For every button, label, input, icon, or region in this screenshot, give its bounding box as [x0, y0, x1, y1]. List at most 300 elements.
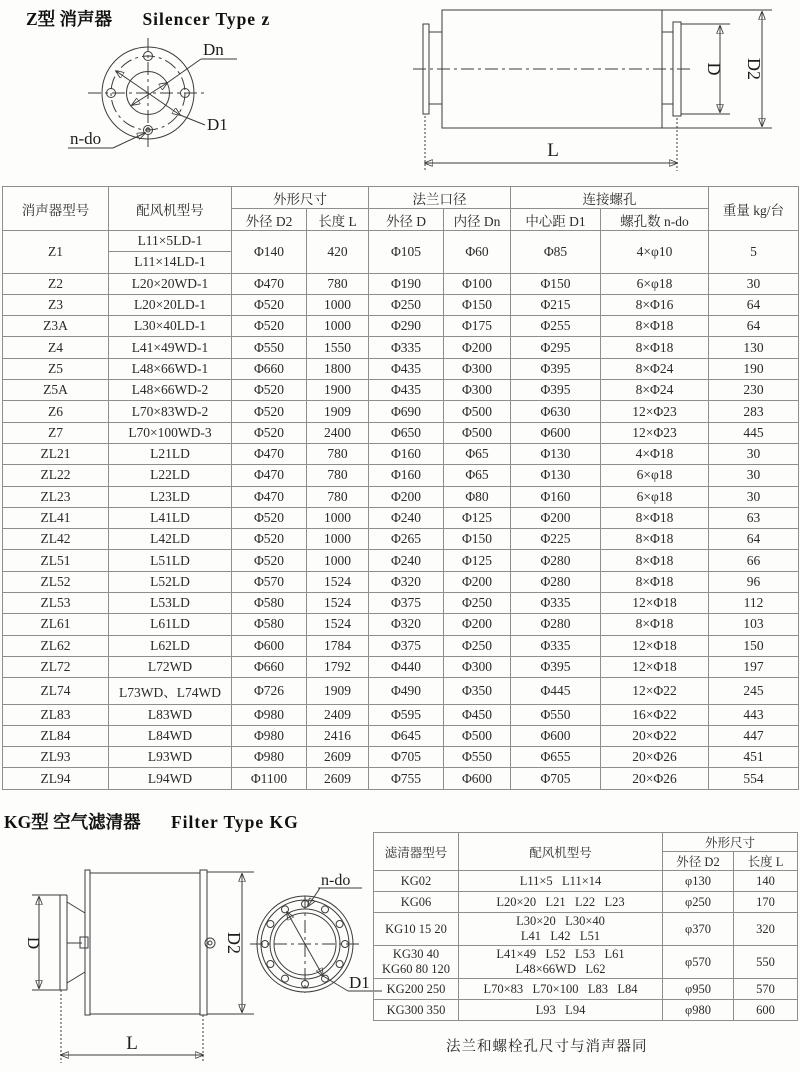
table-cell: 8×Φ24: [601, 380, 709, 401]
table-cell: Φ130: [511, 465, 601, 486]
table-cell: 20×Φ26: [601, 747, 709, 768]
table-cell: L30×40LD-1: [109, 316, 232, 337]
table-cell: L51LD: [109, 550, 232, 571]
table-cell: Φ335: [369, 337, 444, 358]
table-cell: 30: [709, 443, 799, 464]
table-cell: L20×20LD-1: [109, 294, 232, 315]
table-cell: 8×Φ18: [601, 316, 709, 337]
table-cell: L41×49WD-1: [109, 337, 232, 358]
filter-table-row: [374, 946, 798, 979]
table-cell: Φ595: [369, 704, 444, 725]
table-cell: Φ520: [232, 380, 307, 401]
table-cell: 1000: [307, 550, 369, 571]
filter-title-en: Filter Type KG: [170, 812, 299, 832]
table-cell: Φ470: [232, 465, 307, 486]
filter-table-row: [374, 979, 798, 1000]
silencer-table-row: [3, 678, 799, 704]
kg-col-header-l: 长度 L: [734, 852, 798, 871]
label-dn: Dn: [203, 40, 224, 59]
table-cell: L83WD: [109, 704, 232, 725]
table-cell: 1000: [307, 294, 369, 315]
silencer-table-row: [3, 294, 799, 315]
table-cell: 66: [709, 550, 799, 571]
table-cell: Z3: [3, 294, 109, 315]
table-cell: L70×100WD-3: [109, 422, 232, 443]
table-cell: 230: [709, 380, 799, 401]
col-group-dims: 外形尺寸: [232, 187, 369, 209]
silencer-table-row: [3, 422, 799, 443]
table-cell: Φ600: [511, 422, 601, 443]
silencer-table-row: [3, 529, 799, 550]
table-cell: φ370: [663, 913, 734, 946]
table-cell: 780: [307, 486, 369, 507]
table-cell: 4×φ10: [601, 231, 709, 274]
filter-table-row: [374, 871, 798, 892]
table-cell: L48×66WD-2: [109, 380, 232, 401]
silencer-flange-diagram: [55, 25, 315, 183]
silencer-table-row: [3, 507, 799, 528]
table-cell: Φ470: [232, 443, 307, 464]
table-cell: L23LD: [109, 486, 232, 507]
table-cell: 170: [734, 892, 798, 913]
table-cell: 20×Φ22: [601, 725, 709, 746]
table-cell: 1524: [307, 593, 369, 614]
table-cell: Φ85: [511, 231, 601, 274]
table-cell: 1800: [307, 358, 369, 379]
table-cell: 63: [709, 507, 799, 528]
table-cell: L84WD: [109, 725, 232, 746]
table-cell: Φ980: [232, 725, 307, 746]
table-cell: 20×Φ26: [601, 768, 709, 790]
table-cell: ZL52: [3, 571, 109, 592]
silencer-spec-table: [2, 186, 799, 790]
filter-flange-diagram: [240, 862, 395, 1014]
table-cell: Φ440: [369, 656, 444, 677]
table-cell: 8×Φ18: [601, 337, 709, 358]
table-cell: 6×φ18: [601, 486, 709, 507]
table-cell: Φ470: [232, 486, 307, 507]
filter-title-zh: KG型 空气滤清器: [4, 812, 141, 832]
table-cell: Φ600: [232, 635, 307, 656]
table-cell: 554: [709, 768, 799, 790]
col-header-weight: 重量 kg/台: [709, 187, 799, 231]
table-cell: 190: [709, 358, 799, 379]
table-cell: 64: [709, 529, 799, 550]
table-cell: Φ335: [511, 593, 601, 614]
table-cell: 8×Φ18: [601, 614, 709, 635]
table-cell: L41LD: [109, 507, 232, 528]
label-kg-l: L: [126, 1033, 138, 1054]
table-cell: 1000: [307, 507, 369, 528]
table-cell: Φ705: [511, 768, 601, 790]
table-cell: Φ125: [444, 550, 511, 571]
silencer-table-row: [3, 443, 799, 464]
table-cell: ZL83: [3, 704, 109, 725]
filter-table-body: [374, 871, 798, 1021]
table-cell: Φ705: [369, 747, 444, 768]
table-cell: Φ140: [232, 231, 307, 274]
table-cell: 64: [709, 316, 799, 337]
table-cell: Φ350: [444, 678, 511, 704]
table-cell: L48×66WD-1: [109, 358, 232, 379]
table-cell: 2416: [307, 725, 369, 746]
col-header-ndo: 螺孔数 n-do: [601, 209, 709, 231]
table-cell: Φ250: [444, 635, 511, 656]
table-cell: 8×Φ18: [601, 571, 709, 592]
table-cell: 1909: [307, 401, 369, 422]
label-d: D: [704, 62, 724, 76]
table-cell: ZL62: [3, 635, 109, 656]
table-cell: Φ600: [511, 725, 601, 746]
table-cell: Φ500: [444, 422, 511, 443]
silencer-table-row: [3, 316, 799, 337]
table-cell: Φ500: [444, 725, 511, 746]
table-cell: Φ130: [511, 443, 601, 464]
table-cell: Φ150: [444, 294, 511, 315]
table-cell: Φ300: [444, 380, 511, 401]
table-cell: Φ190: [369, 273, 444, 294]
table-cell: 64: [709, 294, 799, 315]
table-cell: KG06: [374, 892, 459, 913]
table-cell: Φ125: [444, 507, 511, 528]
table-cell: KG10 15 20: [374, 913, 459, 946]
table-cell: 550: [734, 946, 798, 979]
table-cell: Φ630: [511, 401, 601, 422]
table-cell: 96: [709, 571, 799, 592]
table-cell: 30: [709, 465, 799, 486]
table-cell: 451: [709, 747, 799, 768]
table-cell: Φ550: [511, 704, 601, 725]
table-cell: 1792: [307, 656, 369, 677]
table-cell: Φ250: [444, 593, 511, 614]
table-cell: L20×20WD-1: [109, 273, 232, 294]
col-header-d2: 外径 D2: [232, 209, 307, 231]
table-cell: Z5: [3, 358, 109, 379]
table-cell: Φ265: [369, 529, 444, 550]
table-cell: 12×Φ18: [601, 635, 709, 656]
col-header-dn: 内径 Dn: [444, 209, 511, 231]
table-cell: Φ450: [444, 704, 511, 725]
label-d2: D2: [744, 58, 764, 80]
table-cell: 8×Φ16: [601, 294, 709, 315]
table-cell: 443: [709, 704, 799, 725]
silencer-table-row: [3, 401, 799, 422]
table-cell: Φ470: [232, 273, 307, 294]
table-cell: Φ645: [369, 725, 444, 746]
table-cell: 1524: [307, 571, 369, 592]
table-cell: 12×Φ18: [601, 593, 709, 614]
table-cell: 1784: [307, 635, 369, 656]
table-cell: 1524: [307, 614, 369, 635]
table-cell: 2609: [307, 747, 369, 768]
silencer-table-row: [3, 380, 799, 401]
table-cell: ZL21: [3, 443, 109, 464]
table-cell: ZL23: [3, 486, 109, 507]
kg-col-header-d2: 外径 D2: [663, 852, 734, 871]
table-cell: ZL53: [3, 593, 109, 614]
table-cell: Φ520: [232, 422, 307, 443]
silencer-table-row: [3, 337, 799, 358]
table-cell: KG02: [374, 871, 459, 892]
table-cell: L70×83 L70×100 L83 L84: [459, 979, 663, 1000]
table-cell: 130: [709, 337, 799, 358]
table-cell: L21LD: [109, 443, 232, 464]
table-cell: Φ225: [511, 529, 601, 550]
table-cell: Φ520: [232, 550, 307, 571]
table-cell: L22LD: [109, 465, 232, 486]
table-cell: Φ300: [444, 656, 511, 677]
silencer-table-row: [3, 614, 799, 635]
label-l: L: [547, 140, 559, 161]
table-cell: Φ435: [369, 358, 444, 379]
table-cell: Φ290: [369, 316, 444, 337]
table-cell: 1900: [307, 380, 369, 401]
table-cell: 30: [709, 486, 799, 507]
table-cell: Φ320: [369, 614, 444, 635]
table-cell: ZL72: [3, 656, 109, 677]
table-cell: Φ65: [444, 465, 511, 486]
table-cell: 1550: [307, 337, 369, 358]
col-header-model: 消声器型号: [3, 187, 109, 231]
table-cell: Φ175: [444, 316, 511, 337]
silencer-table-row: [3, 635, 799, 656]
col-group-holes: 连接螺孔: [511, 187, 709, 209]
silencer-side-diagram: [405, 3, 800, 178]
table-cell: Φ200: [511, 507, 601, 528]
table-cell: ZL22: [3, 465, 109, 486]
table-cell: 2400: [307, 422, 369, 443]
col-header-d: 外径 D: [369, 209, 444, 231]
table-cell: Φ980: [232, 747, 307, 768]
table-cell: Φ550: [444, 747, 511, 768]
filter-table-head: [374, 833, 798, 871]
table-cell: KG200 250: [374, 979, 459, 1000]
table-cell: Φ100: [444, 273, 511, 294]
table-cell: φ250: [663, 892, 734, 913]
table-cell: 12×Φ18: [601, 656, 709, 677]
table-cell: Φ335: [511, 635, 601, 656]
table-cell: 112: [709, 593, 799, 614]
table-cell: Φ726: [232, 678, 307, 704]
table-cell: ZL41: [3, 507, 109, 528]
table-cell: Φ280: [511, 550, 601, 571]
table-cell: 283: [709, 401, 799, 422]
table-cell: L11×14LD-1: [109, 252, 232, 273]
silencer-table-row: [3, 465, 799, 486]
table-cell: ZL74: [3, 678, 109, 704]
table-cell: φ570: [663, 946, 734, 979]
table-cell: 16×Φ22: [601, 704, 709, 725]
table-cell: Φ255: [511, 316, 601, 337]
silencer-table-row: [3, 725, 799, 746]
label-kg-d2: D2: [224, 932, 244, 954]
table-cell: 2409: [307, 704, 369, 725]
table-cell: 150: [709, 635, 799, 656]
table-cell: Φ1100: [232, 768, 307, 790]
table-cell: Φ690: [369, 401, 444, 422]
table-cell: Φ395: [511, 380, 601, 401]
table-cell: Φ280: [511, 571, 601, 592]
table-cell: Φ200: [369, 486, 444, 507]
table-cell: L94WD: [109, 768, 232, 790]
table-cell: Φ160: [511, 486, 601, 507]
table-cell: Φ60: [444, 231, 511, 274]
table-cell: Φ395: [511, 358, 601, 379]
table-cell: Φ520: [232, 294, 307, 315]
silencer-title-zh: Z型 消声器: [26, 9, 113, 29]
table-cell: φ130: [663, 871, 734, 892]
silencer-table-row: [3, 550, 799, 571]
table-cell: L41×49 L52 L53 L61 L48×66WD L62: [459, 946, 663, 979]
silencer-table-row: [3, 231, 799, 252]
silencer-table-row: [3, 486, 799, 507]
table-cell: Φ200: [444, 571, 511, 592]
table-cell: ZL84: [3, 725, 109, 746]
table-cell: Φ375: [369, 635, 444, 656]
table-cell: 245: [709, 678, 799, 704]
silencer-table-row: [3, 768, 799, 790]
table-cell: ZL42: [3, 529, 109, 550]
label-kg-d1: D1: [349, 973, 370, 992]
filter-table-row: [374, 892, 798, 913]
table-cell: Φ150: [511, 273, 601, 294]
col-header-d1: 中心距 D1: [511, 209, 601, 231]
table-cell: Z7: [3, 422, 109, 443]
table-cell: Φ520: [232, 401, 307, 422]
table-cell: 570: [734, 979, 798, 1000]
table-cell: 2609: [307, 768, 369, 790]
table-cell: L70×83WD-2: [109, 401, 232, 422]
table-cell: 103: [709, 614, 799, 635]
table-cell: Φ150: [444, 529, 511, 550]
label-ndo: n-do: [70, 129, 102, 148]
table-cell: 780: [307, 465, 369, 486]
table-cell: 8×Φ18: [601, 550, 709, 571]
silencer-table-row: [3, 571, 799, 592]
table-cell: 780: [307, 443, 369, 464]
table-cell: ZL61: [3, 614, 109, 635]
table-cell: Φ655: [511, 747, 601, 768]
silencer-table-head: [3, 187, 799, 231]
kg-col-header-model: 滤清器型号: [374, 833, 459, 871]
filter-side-diagram: [8, 852, 278, 1068]
table-cell: L20×20 L21 L22 L23: [459, 892, 663, 913]
table-cell: 780: [307, 273, 369, 294]
table-cell: L73WD、L74WD: [109, 678, 232, 704]
table-cell: L30×20 L30×40 L41 L42 L51: [459, 913, 663, 946]
table-cell: Φ580: [232, 593, 307, 614]
table-cell: Φ520: [232, 529, 307, 550]
table-cell: 445: [709, 422, 799, 443]
table-cell: Φ755: [369, 768, 444, 790]
table-cell: 4×Φ18: [601, 443, 709, 464]
table-cell: 12×Φ23: [601, 401, 709, 422]
table-cell: Φ660: [232, 656, 307, 677]
table-cell: L72WD: [109, 656, 232, 677]
table-cell: Φ80: [444, 486, 511, 507]
col-group-flange: 法兰口径: [369, 187, 511, 209]
kg-col-header-fan: 配风机型号: [459, 833, 663, 871]
table-cell: 6×φ18: [601, 273, 709, 294]
table-cell: Φ570: [232, 571, 307, 592]
table-cell: Φ600: [444, 768, 511, 790]
table-cell: KG300 350: [374, 1000, 459, 1021]
table-cell: Φ320: [369, 571, 444, 592]
silencer-table-row: [3, 593, 799, 614]
table-cell: Φ280: [511, 614, 601, 635]
table-cell: 30: [709, 273, 799, 294]
table-cell: L11×5LD-1: [109, 231, 232, 252]
silencer-table-row: [3, 656, 799, 677]
table-cell: Φ65: [444, 443, 511, 464]
table-cell: Φ550: [232, 337, 307, 358]
table-cell: Φ435: [369, 380, 444, 401]
table-cell: L93 L94: [459, 1000, 663, 1021]
kg-col-group-dims: 外形尺寸: [663, 833, 798, 852]
table-cell: Φ200: [444, 614, 511, 635]
table-cell: Φ160: [369, 465, 444, 486]
table-cell: Φ375: [369, 593, 444, 614]
table-cell: L93WD: [109, 747, 232, 768]
filter-spec-table: [373, 832, 798, 1021]
table-cell: ZL94: [3, 768, 109, 790]
table-cell: Φ395: [511, 656, 601, 677]
table-cell: 197: [709, 656, 799, 677]
label-kg-ndo: n-do: [321, 872, 351, 889]
table-cell: Φ295: [511, 337, 601, 358]
flange-footnote: 法兰和螺栓孔尺寸与消声器同: [446, 1039, 648, 1055]
table-cell: φ980: [663, 1000, 734, 1021]
table-cell: 1000: [307, 529, 369, 550]
silencer-table-row: [3, 273, 799, 294]
filter-table-row: [374, 913, 798, 946]
silencer-table-row: [3, 704, 799, 725]
table-cell: 420: [307, 231, 369, 274]
table-cell: Z5A: [3, 380, 109, 401]
silencer-table-body: [3, 231, 799, 790]
table-cell: Z3A: [3, 316, 109, 337]
label-d1: D1: [207, 115, 228, 134]
table-cell: Φ650: [369, 422, 444, 443]
table-cell: 8×Φ18: [601, 529, 709, 550]
table-cell: Z4: [3, 337, 109, 358]
table-cell: Φ580: [232, 614, 307, 635]
table-cell: L42LD: [109, 529, 232, 550]
silencer-title-en: Silencer Type z: [142, 9, 271, 29]
table-cell: L52LD: [109, 571, 232, 592]
filter-section-title: [4, 809, 299, 834]
table-cell: Φ300: [444, 358, 511, 379]
table-cell: φ950: [663, 979, 734, 1000]
table-cell: L61LD: [109, 614, 232, 635]
table-cell: ZL93: [3, 747, 109, 768]
table-cell: 12×Φ22: [601, 678, 709, 704]
table-cell: 1909: [307, 678, 369, 704]
table-cell: 1000: [307, 316, 369, 337]
table-cell: Φ250: [369, 294, 444, 315]
table-cell: L62LD: [109, 635, 232, 656]
table-cell: L11×5 L11×14: [459, 871, 663, 892]
table-cell: 140: [734, 871, 798, 892]
table-cell: Φ660: [232, 358, 307, 379]
table-cell: 447: [709, 725, 799, 746]
table-cell: Φ215: [511, 294, 601, 315]
table-cell: Φ520: [232, 507, 307, 528]
table-cell: 320: [734, 913, 798, 946]
table-cell: 8×Φ18: [601, 507, 709, 528]
table-cell: Φ520: [232, 316, 307, 337]
filter-table-row: [374, 1000, 798, 1021]
